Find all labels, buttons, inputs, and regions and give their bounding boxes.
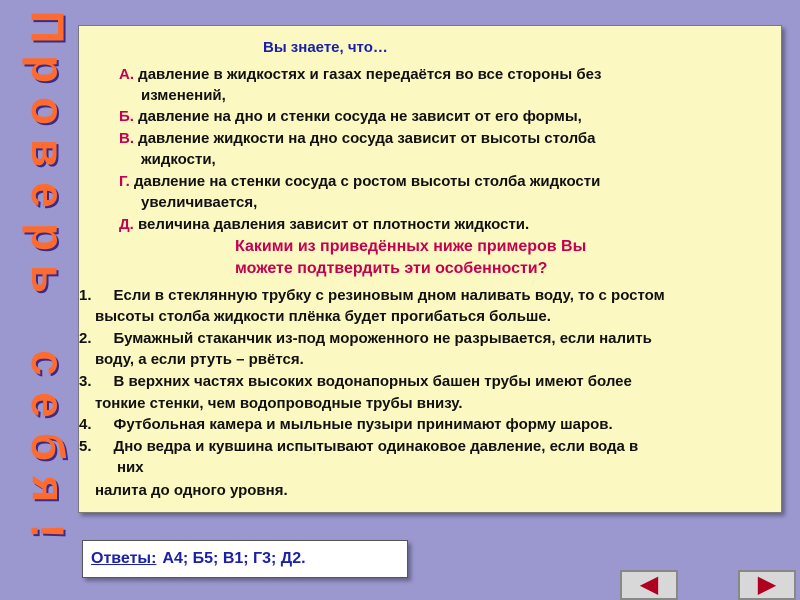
fact-v <box>119 130 596 147</box>
example-3 <box>79 373 632 390</box>
example-number: 1. <box>79 287 92 304</box>
answers-text: А4; Б5; В1; Г3; Д2. <box>162 550 306 567</box>
example-2-cont: воду, а если ртуть – рвётся. <box>95 351 304 368</box>
example-number: 4. <box>79 416 92 433</box>
title-char: ! <box>21 523 74 539</box>
example-text: В верхних частях высоких водонапорных башен трубы имеют более <box>113 373 632 390</box>
title-char: с <box>22 350 74 376</box>
title-char: е <box>22 392 74 418</box>
fact-letter: Г. <box>119 173 130 190</box>
question-line-2: можете подтвердить эти особенности? <box>235 260 548 277</box>
answers-box <box>82 540 408 578</box>
title-char: я <box>22 475 74 503</box>
fact-letter: А. <box>119 66 134 83</box>
fact-text: давление на дно и стенки сосуда не зависит от его формы, <box>138 108 582 125</box>
fact-a <box>119 66 601 83</box>
example-5 <box>79 438 638 455</box>
answers-label: Ответы: <box>91 550 157 567</box>
example-number: 2. <box>79 330 92 347</box>
example-text: Футбольная камера и мыльные пузыри принимают форму шаров. <box>113 416 613 433</box>
example-4 <box>79 416 613 433</box>
fact-letter: Д. <box>119 216 134 233</box>
example-text: Если в стеклянную трубку с резиновым дном наливать воду, то с ростом <box>113 287 665 304</box>
fact-g <box>119 173 600 190</box>
arrow-left-icon: ◀ <box>639 571 659 598</box>
next-slide-button[interactable] <box>738 570 796 600</box>
fact-letter: В. <box>119 130 134 147</box>
arrow-right-icon: ▶ <box>757 571 777 598</box>
example-1 <box>79 287 665 304</box>
fact-text: величина давления зависит от плотности жидкости. <box>138 216 530 233</box>
example-1-cont: высоты столба жидкости плёнка будет прогибаться больше. <box>95 308 551 325</box>
example-3-cont: тонкие стенки, чем водопроводные трубы внизу. <box>95 395 463 412</box>
title-char: П <box>22 10 74 44</box>
fact-v-cont: жидкости, <box>141 151 216 168</box>
vertical-title <box>22 6 74 552</box>
fact-letter: Б. <box>119 108 134 125</box>
content-card <box>78 25 782 513</box>
title-char: р <box>21 222 74 252</box>
fact-b <box>119 108 582 125</box>
title-char: ь <box>22 264 74 294</box>
example-number: 5. <box>79 438 92 455</box>
title-char: б <box>21 432 74 462</box>
heading: Вы знаете, что… <box>263 39 388 56</box>
fact-text: давление в жидкостях и газах передаётся во все стороны без <box>138 66 602 83</box>
example-text: Бумажный стаканчик из-под мороженного не разрывается, если налить <box>113 330 652 347</box>
example-text: Дно ведра и кувшина испытывают одинаковое давление, если вода в <box>113 438 639 455</box>
example-2 <box>79 330 652 347</box>
fact-a-cont: изменений, <box>141 87 226 104</box>
question-line-1: Какими из приведённых ниже примеров Вы <box>235 238 587 255</box>
fact-g-cont: увеличивается, <box>141 194 258 211</box>
fact-text: давление на стенки сосуда с ростом высоты столба жидкости <box>133 173 601 190</box>
example-5-cont: них <box>117 459 144 476</box>
title-char: р <box>21 54 74 84</box>
fact-text: давление жидкости на дно сосуда зависит от высоты столба <box>138 130 596 147</box>
example-number: 3. <box>79 373 92 390</box>
title-char: в <box>22 138 74 168</box>
title-char: е <box>22 182 74 208</box>
fact-d <box>119 216 529 233</box>
example-5-cont-2: налита до одного уровня. <box>95 482 288 499</box>
prev-slide-button[interactable] <box>620 570 678 600</box>
title-char: о <box>21 96 74 126</box>
